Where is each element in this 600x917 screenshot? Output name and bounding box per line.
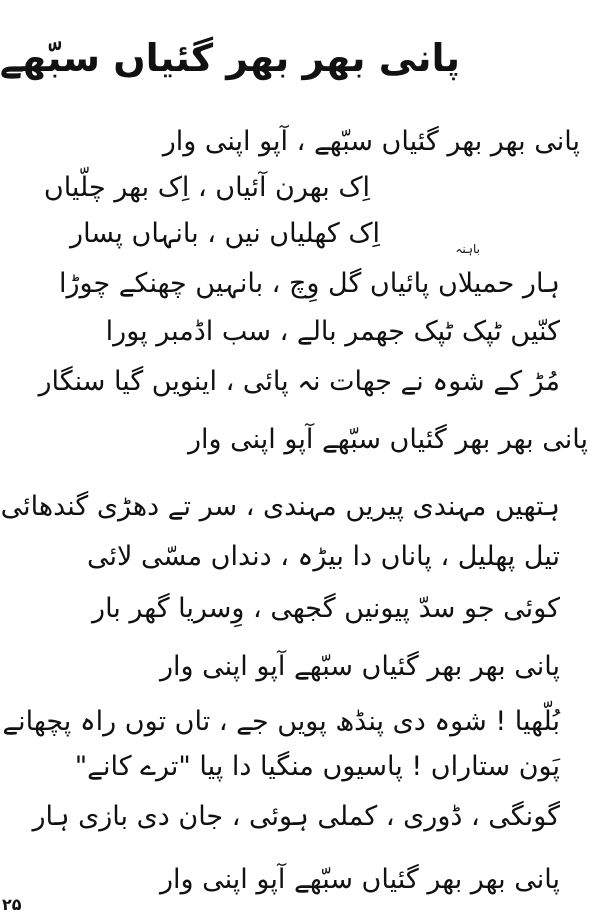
poem-line-14: گونگی ، ڈوری ، کملی ہوئی ، جان دی بازی ہار bbox=[32, 801, 560, 832]
poem-line-7: پانی بھر بھر گئیاں سبّھے آپو اپنی وار bbox=[187, 424, 588, 455]
poem-line-10: کوئی جو سدّ پیونیں گجھی ، وِسریا گھر بار bbox=[92, 593, 560, 624]
poem-line-11: پانی بھر بھر گئیاں سبّھے آپو اپنی وار bbox=[159, 651, 560, 682]
poem-line-2: اِک بھرن آئیاں ، اِک بھر چلّیاں bbox=[43, 172, 370, 203]
poem-title: پانی بھر بھر گئیاں سبّھے bbox=[0, 36, 460, 80]
poem-line-13: پَون ستاراں ! پاسیوں منگیا دا پیا "ترے کانے" bbox=[74, 751, 560, 782]
poem-line-5: کنّیں ٹپک ٹپک جھمر بالے ، سب اڈمبر پورا bbox=[105, 316, 560, 347]
poem-line-6: مُڑ کے شوہ نے جھات نہ پائی ، اینویں گیا سنگار bbox=[38, 366, 560, 397]
poem-line-3: اِک کھلیاں نیں ، بانہاں پسار bbox=[70, 218, 380, 249]
poem-line-8: ہتھیں مہندی پیریں مہندی ، سر تے دھڑی گندھائی bbox=[0, 491, 560, 522]
margin-note: باہنہ bbox=[455, 242, 480, 256]
poem-line-12: بُلّھیا ! شوہ دی پنڈھ پویں جے ، تاں توں راہ پچھانے bbox=[2, 706, 560, 737]
page-number: ۲۵ bbox=[2, 895, 22, 914]
poem-line-1: پانی بھر بھر گئیاں سبّھے ، آپو اپنی وار bbox=[162, 126, 580, 157]
poem-line-9: تیل پھلیل ، پاناں دا بیڑہ ، دنداں مسّی لائی bbox=[86, 541, 560, 572]
poem-line-4: ہار حمیلاں پائیاں گل وِچ ، بانہیں چھنکے چوڑا bbox=[58, 268, 560, 299]
poem-line-15: پانی بھر بھر گئیاں سبّھے آپو اپنی وار bbox=[159, 864, 560, 895]
